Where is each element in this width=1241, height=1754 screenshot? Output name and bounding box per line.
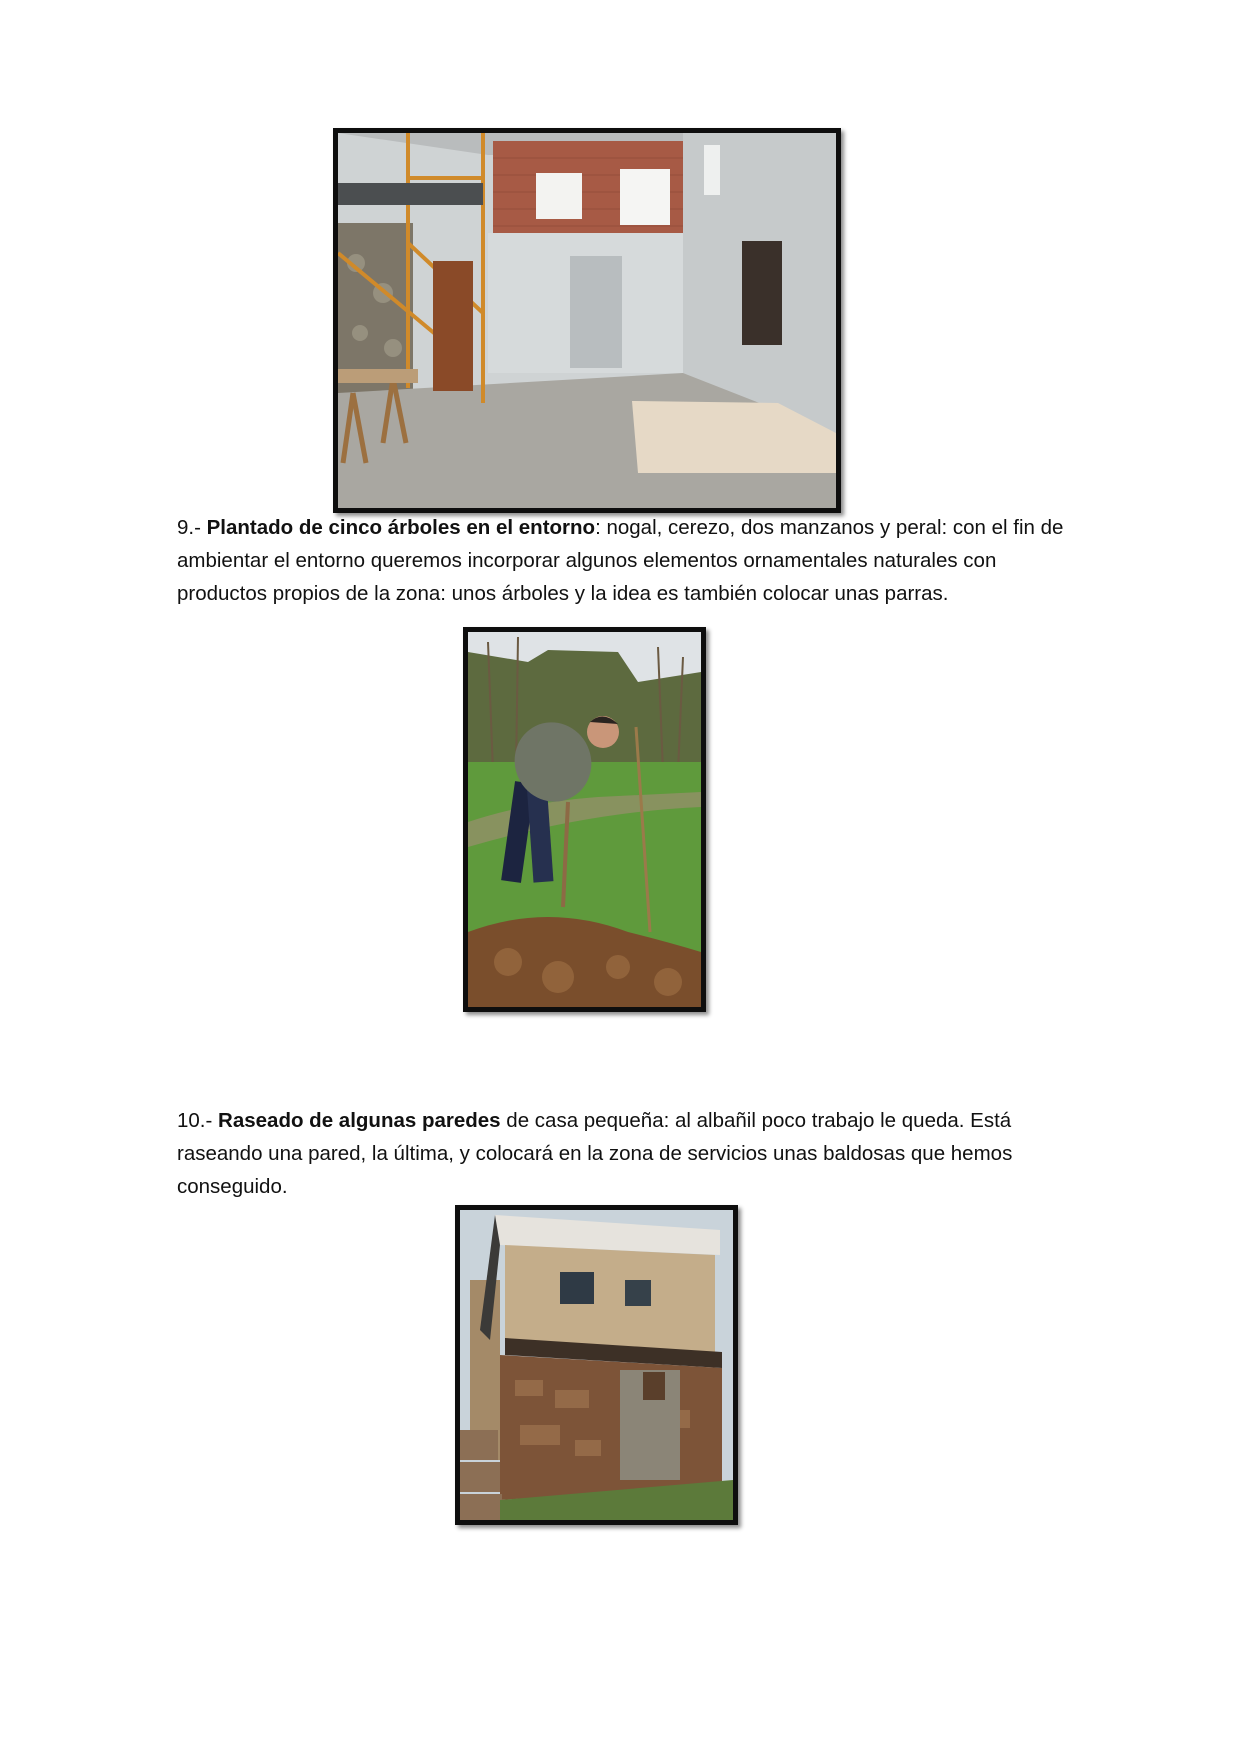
item-10-title: Raseado de algunas paredes [218,1109,501,1132]
item-9-title: Plantado de cinco árboles en el entorno [206,516,596,539]
small-house-exterior-photo [455,1205,738,1525]
item-9-line-1: : nogal, cerezo, dos manzanos y peral: con el fin de [595,516,1064,539]
item-9-paragraph [177,511,1077,610]
interior-renovation-photo [333,128,841,513]
item-9-line-3: productos propios de la zona: unos árboles y la idea es también colocar unas parras. [177,582,949,605]
item-10-line-1: de casa pequeña: al albañil poco trabajo le queda. Está [500,1109,1012,1132]
item-10-line-3: conseguido. [177,1175,288,1198]
item-10-paragraph [177,1104,1077,1203]
item-10-number: 10.- [177,1109,219,1132]
item-9-number: 9.- [177,516,207,539]
item-9-line-2: ambientar el entorno queremos incorporar algunos elementos ornamentales naturales con [177,549,997,572]
tree-planting-photo [463,627,706,1012]
item-10-line-2: raseando una pared, la última, y colocará en la zona de servicios unas baldosas que hemos [177,1142,1013,1165]
